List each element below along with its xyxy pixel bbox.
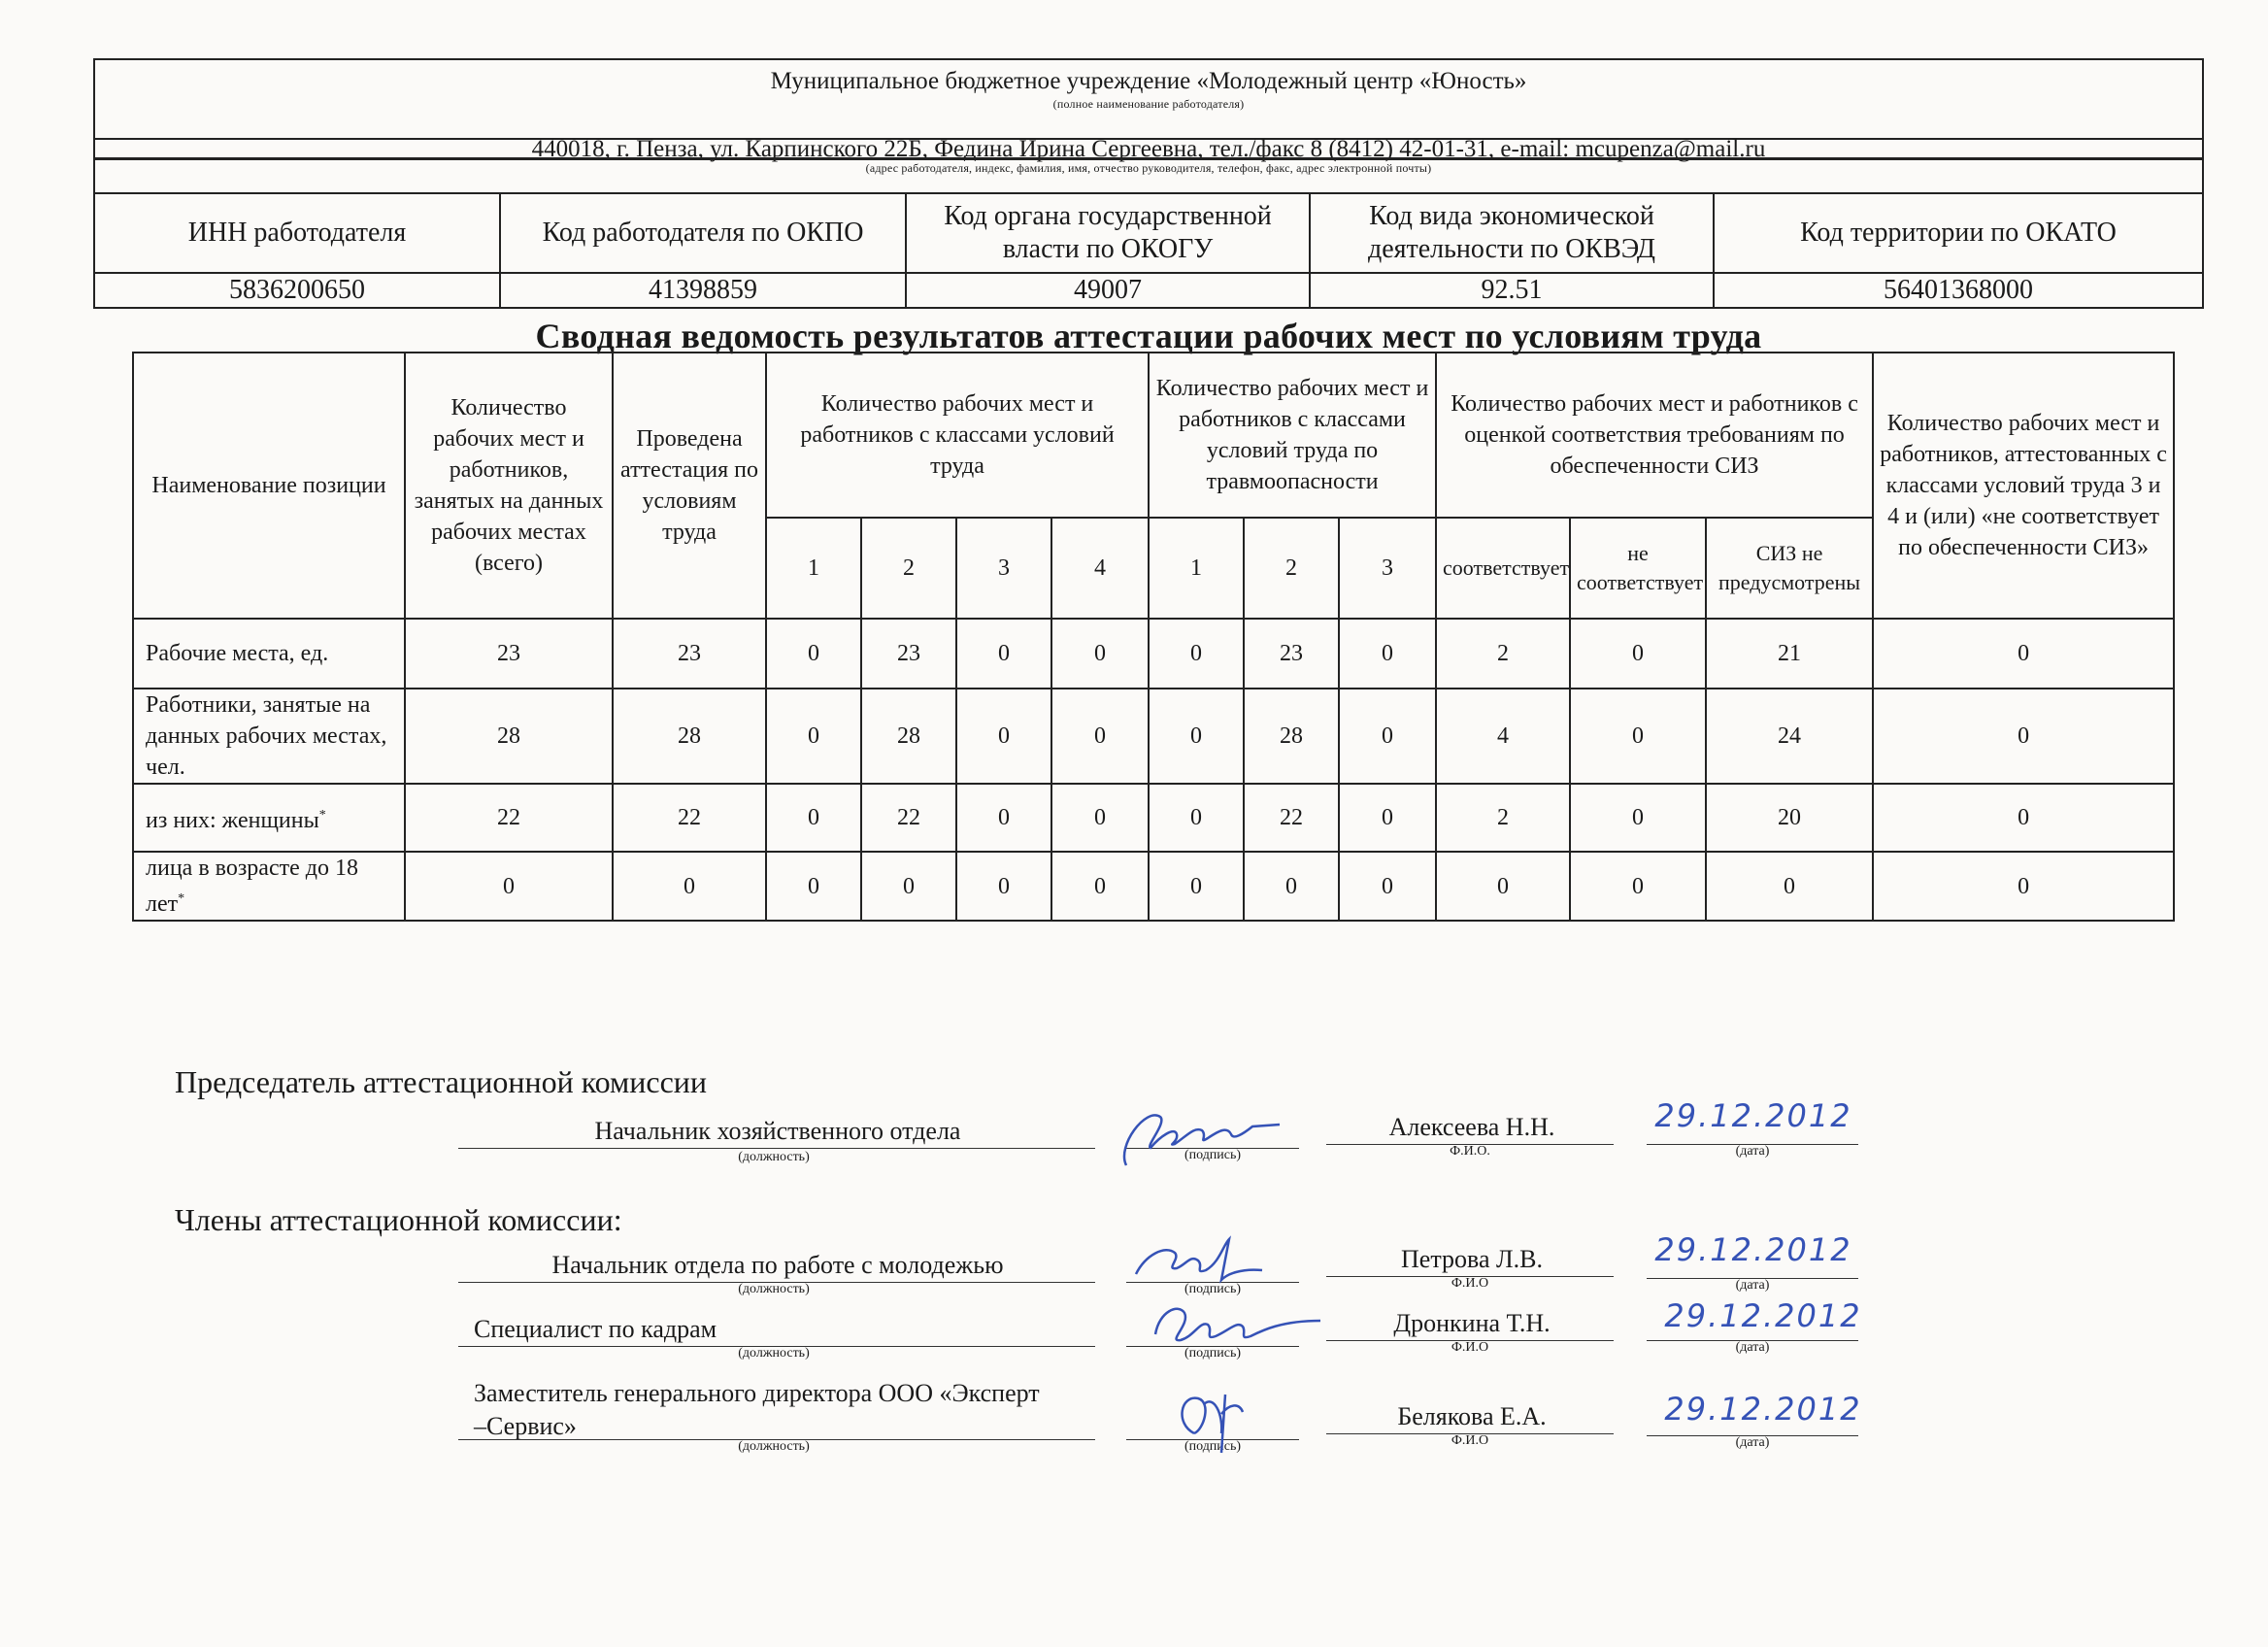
- caption-signature: (подпись): [1184, 1439, 1242, 1454]
- code-value-okato: 56401368000: [1884, 275, 2033, 305]
- sub-siz-not-ok: не соответствует: [1570, 518, 1706, 619]
- table-cell: 28: [405, 689, 613, 784]
- table-cell: 23: [405, 619, 613, 689]
- chair-section-title: Председатель аттестационной комиссии: [175, 1064, 708, 1099]
- table-cell: 0: [956, 619, 1051, 689]
- footnote-mark: *: [318, 807, 326, 823]
- member-fio: Дронкина Т.Н.: [1393, 1309, 1551, 1337]
- employer-name-caption: (полное наименование работодателя): [1052, 97, 1245, 111]
- signature-image: [1126, 1226, 1272, 1294]
- table-cell: 2: [1436, 784, 1570, 852]
- table-cell: 0: [1051, 784, 1149, 852]
- table-cell: 0: [956, 784, 1051, 852]
- table-cell: 24: [1706, 689, 1873, 784]
- caption-signature: (подпись): [1184, 1346, 1242, 1361]
- table-cell: 0: [1570, 689, 1706, 784]
- code-label-okved: Код вида экономической деятельности по ОКВЭД: [1311, 194, 1715, 272]
- table-cell: 0: [1570, 784, 1706, 852]
- table-cell: 0: [1339, 689, 1436, 784]
- table-cell: 0: [1149, 619, 1244, 689]
- table-cell: 0: [1149, 852, 1244, 921]
- col-header-total: Количество рабочих мест и работников, занятых на данных рабочих местах (всего): [405, 353, 613, 619]
- table-cell: 0: [405, 852, 613, 921]
- row-label: [133, 689, 405, 784]
- caption-date: (дата): [1735, 1144, 1770, 1159]
- sub-trauma: 3: [1339, 518, 1436, 619]
- table-cell: 22: [613, 784, 766, 852]
- table-cell: 0: [1436, 852, 1570, 921]
- col-header-attested: Проведена аттестация по условиям труда: [613, 353, 766, 619]
- employer-name: Муниципальное бюджетное учреждение «Молодежный центр «Юность»: [770, 68, 1527, 94]
- member-position: Начальник отдела по работе с молодежью: [551, 1251, 1004, 1279]
- members-section-title: Члены аттестационной комиссии:: [175, 1202, 622, 1237]
- table-cell: 2: [1436, 619, 1570, 689]
- caption-signature: (подпись): [1184, 1282, 1242, 1296]
- table-row: [133, 784, 2174, 852]
- caption-date: (дата): [1735, 1278, 1770, 1293]
- member-date: 29.12.2012: [1664, 1391, 1862, 1428]
- caption-signature: (подпись): [1184, 1148, 1242, 1162]
- row-label: [133, 852, 405, 921]
- employer-header: [93, 58, 2204, 309]
- code-label-inn: ИНН работодателя: [95, 194, 501, 272]
- sub-siz-ok: соответствует: [1436, 518, 1570, 619]
- sub-class: 2: [861, 518, 956, 619]
- page-title: Сводная ведомость результатов аттестации рабочих мест по условиям труда: [535, 317, 1762, 355]
- member-date: 29.12.2012: [1664, 1297, 1862, 1334]
- table-cell: 20: [1706, 784, 1873, 852]
- table-cell: 0: [1873, 689, 2174, 784]
- table-cell: 0: [1339, 852, 1436, 921]
- col-header-siz: Количество рабочих мест и работников с оценкой соответствия требованиям по обеспеченности СИЗ: [1436, 353, 1873, 518]
- member-fio: Петрова Л.В.: [1401, 1245, 1543, 1273]
- table-cell: 0: [766, 619, 861, 689]
- table-cell: 23: [861, 619, 956, 689]
- table-cell: 21: [1706, 619, 1873, 689]
- member-position: Заместитель генерального директора ООО «Эксперт –Сервис»: [474, 1379, 1040, 1440]
- caption-fio: Ф.И.О: [1451, 1340, 1489, 1355]
- address-caption: (адрес работодателя, индекс, фамилия, имя, отчество руководителя, телефон, факс, адрес электронной почты): [865, 161, 1432, 175]
- row-label-text: из них: женщины: [146, 807, 319, 833]
- caption-date: (дата): [1735, 1435, 1770, 1450]
- table-cell: 28: [1244, 689, 1339, 784]
- table-cell: 0: [1570, 852, 1706, 921]
- row-label-text: Рабочие места, ед.: [146, 641, 329, 666]
- table-cell: 0: [1051, 619, 1149, 689]
- table-cell: 23: [1244, 619, 1339, 689]
- sub-class: 4: [1051, 518, 1149, 619]
- code-value-inn: 5836200650: [95, 274, 501, 307]
- col-header-classes: Количество рабочих мест и работников с классами условий труда: [766, 353, 1149, 518]
- codes-value-row: [95, 274, 2202, 307]
- caption-fio: Ф.И.О: [1451, 1276, 1489, 1291]
- row-label: [133, 784, 405, 852]
- table-cell: 0: [1051, 852, 1149, 921]
- sub-siz-none: СИЗ не предусмотрены: [1706, 518, 1873, 619]
- caption-position: (должность): [738, 1282, 810, 1296]
- table-cell: 0: [1873, 784, 2174, 852]
- member-fio: Белякова Е.А.: [1397, 1402, 1547, 1430]
- divider: [95, 157, 2202, 160]
- col-header-name: Наименование позиции: [133, 353, 405, 619]
- sub-class: 3: [956, 518, 1051, 619]
- row-label-text: лица в возрасте до 18 лет: [146, 856, 358, 917]
- table-header-row: [133, 353, 2174, 518]
- sub-trauma: 2: [1244, 518, 1339, 619]
- caption-date: (дата): [1735, 1340, 1770, 1355]
- signature-image: [1146, 1292, 1330, 1360]
- caption-fio: Ф.И.О: [1451, 1433, 1489, 1448]
- chair-position: Начальник хозяйственного отдела: [594, 1117, 961, 1145]
- table-row: [133, 689, 2174, 784]
- table-cell: 22: [861, 784, 956, 852]
- table-cell: 0: [1339, 784, 1436, 852]
- table-cell: 0: [1339, 619, 1436, 689]
- table-row: [133, 619, 2174, 689]
- table-cell: 0: [1706, 852, 1873, 921]
- address-text: 440018, г. Пенза, ул. Карпинского 22Б, Федина Ирина Сергеевна, тел./факс 8 (8412) 42-01-31, e-mail:: [531, 136, 1576, 162]
- caption-position: (должность): [738, 1346, 810, 1361]
- table-cell: 0: [1570, 619, 1706, 689]
- table-body: [133, 619, 2174, 921]
- col-header-trauma: Количество рабочих мест и работников с классами условий труда по травмоопасности: [1149, 353, 1436, 518]
- code-label-okpo: Код работодателя по ОКПО: [501, 194, 907, 272]
- table-cell: 0: [1873, 852, 2174, 921]
- table-cell: 0: [1873, 619, 2174, 689]
- table-cell: 0: [766, 784, 861, 852]
- table-cell: 0: [766, 852, 861, 921]
- signature-image: [1165, 1375, 1272, 1462]
- col-header-hazard: Количество рабочих мест и работников, аттестованных с классами условий труда 3 и 4 и (или) «не соответствует по обеспеченности СИЗ»: [1873, 353, 2174, 619]
- code-value-okpo: 41398859: [501, 274, 907, 307]
- table-cell: 4: [1436, 689, 1570, 784]
- codes-header-row: [95, 194, 2202, 272]
- table-cell: 0: [956, 689, 1051, 784]
- code-value-okved: 92.51: [1311, 274, 1715, 307]
- table-cell: 0: [1149, 784, 1244, 852]
- sub-trauma: 1: [1149, 518, 1244, 619]
- table-cell: 0: [861, 852, 956, 921]
- chair-fio: Алексеева Н.Н.: [1388, 1113, 1555, 1141]
- summary-table: [132, 352, 2175, 922]
- table-cell: 28: [613, 689, 766, 784]
- signature-image: [1107, 1088, 1291, 1175]
- member-date: 29.12.2012: [1654, 1231, 1852, 1268]
- table-cell: 22: [1244, 784, 1339, 852]
- underline: [458, 1148, 1095, 1149]
- member-position: Специалист по кадрам: [474, 1315, 717, 1343]
- code-label-okogu: Код органа государственной власти по ОКОГУ: [907, 194, 1311, 272]
- table-cell: 0: [613, 852, 766, 921]
- table-row: [133, 852, 2174, 921]
- caption-position: (должность): [738, 1439, 810, 1454]
- caption-fio: Ф.И.О.: [1450, 1144, 1490, 1159]
- table-cell: 0: [1149, 689, 1244, 784]
- sub-class: 1: [766, 518, 861, 619]
- table-cell: 28: [861, 689, 956, 784]
- table-cell: 22: [405, 784, 613, 852]
- row-label-text: Работники, занятые на данных рабочих местах, чел.: [146, 692, 387, 780]
- table-cell: 23: [613, 619, 766, 689]
- code-value-okogu: 49007: [907, 274, 1311, 307]
- table-cell: 0: [766, 689, 861, 784]
- employer-email: mcupenza@mail.ru: [1575, 136, 1766, 162]
- caption-position: (должность): [738, 1150, 810, 1164]
- table-cell: 0: [956, 852, 1051, 921]
- footnote-mark: *: [178, 891, 185, 906]
- chair-date: 29.12.2012: [1654, 1097, 1852, 1134]
- table-cell: 0: [1051, 689, 1149, 784]
- table-cell: 0: [1244, 852, 1339, 921]
- code-label-okato: Код территории по ОКАТО: [1800, 218, 2117, 248]
- row-label: [133, 619, 405, 689]
